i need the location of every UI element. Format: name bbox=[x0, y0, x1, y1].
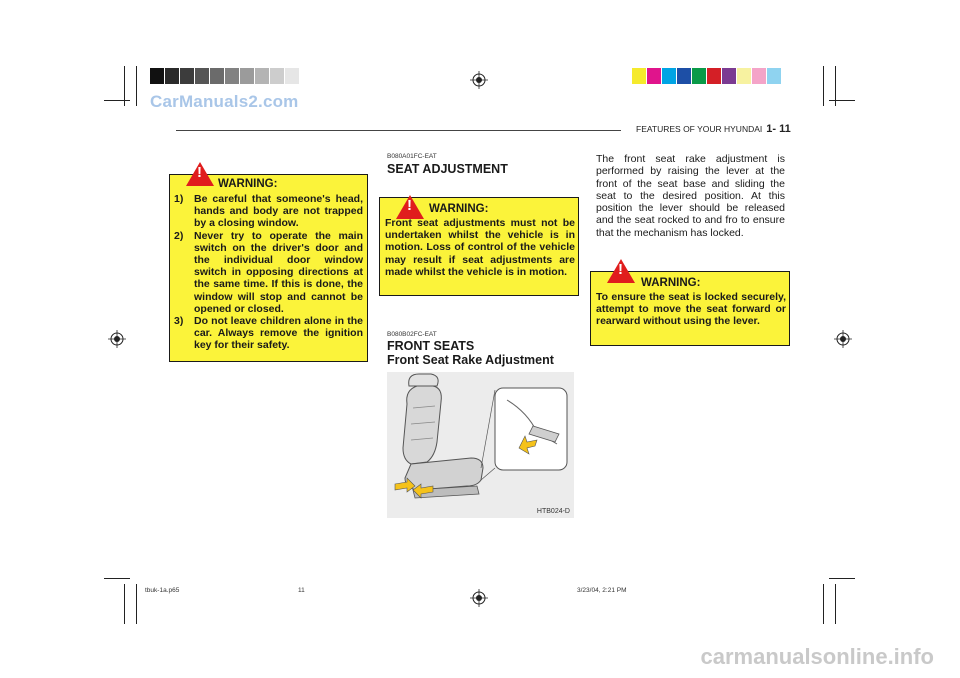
calibration-swatch bbox=[707, 68, 722, 84]
calibration-swatch bbox=[752, 68, 767, 84]
calibration-swatch bbox=[632, 68, 647, 84]
warning-title: WARNING: bbox=[641, 277, 701, 289]
watermark-link[interactable]: CarManuals2.com bbox=[150, 92, 299, 111]
list-item: 2) Never try to operate the main switch on the driver's door and the individual door window switch in opposing directions at the same time. If this is done, the window will stop and cannot be opened or closed. bbox=[174, 229, 363, 315]
footer-timestamp: 3/23/04, 2:21 PM bbox=[577, 587, 627, 594]
crop-mark bbox=[124, 584, 125, 624]
list-item: 3) Do not leave children alone in the car. Always remove the ignition key for their safety. bbox=[174, 315, 363, 352]
figure-caption: HTB024-D bbox=[536, 508, 570, 515]
calibration-swatch bbox=[225, 68, 240, 84]
list-item: 1) Be careful that someone's head, hands and body are not trapped by a closing window. bbox=[174, 193, 363, 230]
crop-mark bbox=[823, 584, 824, 624]
calibration-swatch bbox=[737, 68, 752, 84]
registration-target-icon bbox=[108, 330, 126, 348]
section-code: B080B02FC-EAT bbox=[387, 331, 437, 338]
calibration-swatch bbox=[662, 68, 677, 84]
calibration-swatch bbox=[195, 68, 210, 84]
calibration-swatch bbox=[782, 68, 797, 84]
calibration-swatch bbox=[767, 68, 782, 84]
seat-drawing-icon bbox=[387, 372, 574, 518]
warning-triangle-icon: ! bbox=[396, 195, 424, 219]
calibration-swatch bbox=[255, 68, 270, 84]
warning-box-seat-adjust bbox=[379, 197, 579, 296]
rake-adjust-paragraph: The front seat rake adjustment is performed by raising the lever at the front of the seat base and sliding the seat to the desired position. At this position the lever should be released and the seat rocked to and fro to ensure that the mechanism has locked. bbox=[596, 153, 785, 239]
page-header bbox=[636, 123, 791, 135]
crop-mark bbox=[829, 100, 855, 101]
crop-mark bbox=[104, 100, 130, 101]
calibration-swatch bbox=[165, 68, 180, 84]
calibration-swatch bbox=[722, 68, 737, 84]
section-title: SEAT ADJUSTMENT bbox=[387, 162, 508, 176]
calibration-swatch bbox=[210, 68, 225, 84]
warning-box-windows bbox=[169, 164, 368, 362]
page-reference: 1- 11 bbox=[766, 123, 791, 135]
registration-target-icon bbox=[470, 71, 488, 89]
warning-title: WARNING: bbox=[429, 203, 489, 215]
warning-title: WARNING: bbox=[218, 178, 278, 190]
calibration-swatch bbox=[285, 68, 300, 84]
crop-mark bbox=[136, 66, 137, 106]
crop-mark bbox=[829, 578, 855, 579]
crop-mark bbox=[104, 578, 130, 579]
calibration-swatch bbox=[180, 68, 195, 84]
seat-illustration bbox=[387, 372, 574, 518]
section-code: B080A01FC-EAT bbox=[387, 153, 437, 160]
calibration-swatch bbox=[150, 68, 165, 84]
calibration-swatch bbox=[647, 68, 662, 84]
footer-page-number: 11 bbox=[298, 587, 305, 594]
warning-box-seat-lock bbox=[590, 261, 790, 346]
crop-mark bbox=[823, 66, 824, 106]
section-title: FRONT SEATS Front Seat Rake Adjustment bbox=[387, 339, 554, 367]
crop-mark bbox=[136, 584, 137, 624]
footer-watermark-link[interactable]: carmanualsonline.info bbox=[700, 644, 934, 669]
calibration-swatch bbox=[270, 68, 285, 84]
color-calibration-bar bbox=[632, 68, 797, 84]
registration-target-icon bbox=[834, 330, 852, 348]
footer-filename: tbuk-1a.p65 bbox=[145, 587, 180, 594]
header-rule bbox=[176, 130, 621, 131]
warning-body bbox=[174, 193, 363, 352]
gray-calibration-bar bbox=[150, 68, 300, 84]
calibration-swatch bbox=[677, 68, 692, 84]
section-name: FEATURES OF YOUR HYUNDAI bbox=[636, 124, 763, 134]
warning-body: Front seat adjustments must not be undertaken whilst the vehicle is in motion. Loss of control of the vehicle may result if seat adjustments are made whilst the vehicle is in motion. bbox=[385, 217, 575, 278]
calibration-swatch bbox=[240, 68, 255, 84]
warning-body: To ensure the seat is locked securely, attempt to move the seat forward or rearward without using the lever. bbox=[596, 291, 786, 328]
warning-triangle-icon: ! bbox=[186, 162, 214, 186]
warning-triangle-icon: ! bbox=[607, 259, 635, 283]
crop-mark bbox=[835, 584, 836, 624]
registration-target-icon bbox=[470, 589, 488, 607]
calibration-swatch bbox=[692, 68, 707, 84]
